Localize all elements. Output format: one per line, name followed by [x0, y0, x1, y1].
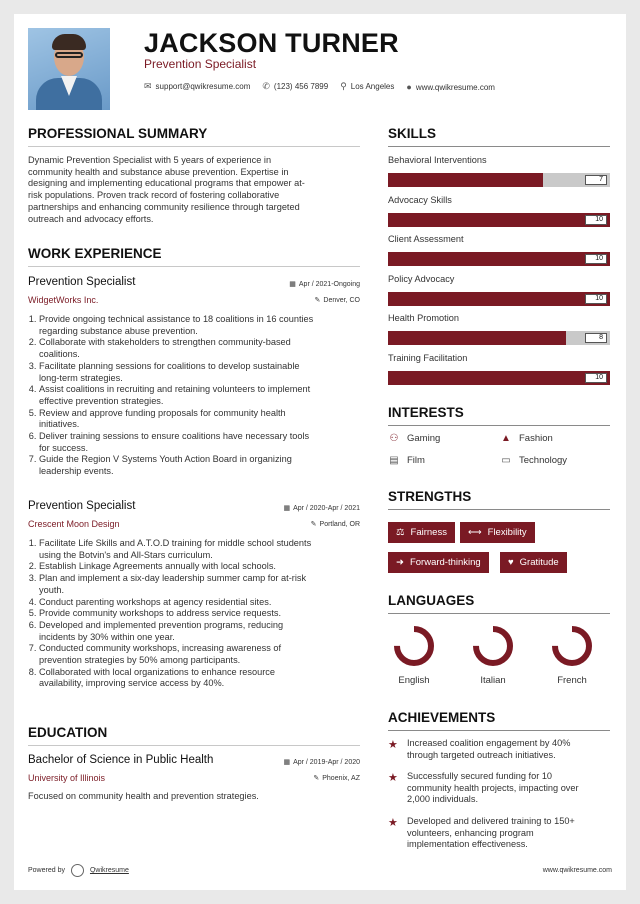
skill-bar: [388, 292, 610, 306]
job-bullet-line: availability, improving service access by 40%.: [39, 678, 225, 689]
contact-bar: [144, 81, 495, 92]
pin-icon: ✎: [313, 775, 320, 782]
job-bullet-line: youth.: [39, 584, 65, 595]
job-bullet: [39, 454, 368, 477]
divider: [28, 266, 360, 267]
job-bullet-line: 6. Developed and implemented prevention programs, reducing: [39, 619, 284, 630]
summary-line: community health and substance abuse prevention. Expertise in: [28, 166, 289, 177]
contact-website[interactable]: ● www.qwikresume.com: [406, 81, 495, 92]
job-bullet: [39, 597, 368, 609]
job-bullet-line: 2. Collaborate with stakeholders to strengthen community-based: [39, 337, 291, 348]
degree-title: Bachelor of Science in Public Health: [28, 754, 214, 766]
job-bullet: [39, 667, 368, 690]
skill-level: 10: [585, 294, 607, 304]
job-location: ✎ Portland, OR: [310, 521, 360, 528]
skill-name: Client Assessment: [388, 234, 464, 244]
summary-line: Dynamic Prevention Specialist with 5 years of experience in: [28, 155, 272, 165]
interest-gaming: ⚇ Gaming: [389, 433, 441, 444]
job-bullet-line: 8. Collaborated with local organizations to enhance resource: [39, 666, 275, 677]
candidate-title: Prevention Specialist: [144, 57, 257, 71]
job-location: ✎ Denver, CO: [314, 297, 360, 304]
trophy-star-icon: ★: [388, 739, 398, 751]
trophy-star-icon: ★: [388, 772, 398, 784]
job-bullet: [39, 431, 368, 454]
job-bullet-line: initiatives.: [39, 419, 80, 430]
achievement-line: through targeted outreach initiatives.: [407, 749, 556, 760]
divider: [388, 509, 610, 510]
arrow-right-icon: ➜: [396, 557, 404, 568]
skill-name: Health Promotion: [388, 313, 459, 323]
skill-level: 7: [585, 175, 607, 185]
summary-heading: PROFESSIONAL SUMMARY: [28, 126, 208, 141]
pin-icon: ✎: [310, 521, 317, 528]
job-bullets: [28, 314, 368, 478]
skill-level: 8: [585, 333, 607, 343]
film-icon: ▤: [389, 455, 399, 466]
job-bullet-line: 4. Assist coalitions in recruiting and retaining volunteers to implement: [39, 384, 311, 395]
strength-tag: ⚖ Fairness: [388, 522, 455, 543]
calendar-icon: ▦: [283, 759, 291, 766]
achievement-line: Increased coalition engagement by 40%: [407, 738, 571, 748]
job-bullet: [39, 538, 368, 561]
job-bullet-line: 7. Conducted community workshops, increasing awareness of: [39, 643, 282, 654]
language-label: French: [557, 675, 587, 686]
achievement-text: [407, 816, 612, 851]
language-ring: [472, 625, 514, 667]
skill-bar-fill: [388, 371, 610, 385]
summary-text: [28, 155, 368, 225]
skill-name: Behavioral Interventions: [388, 155, 487, 165]
job-date: ▦ Apr / 2020-Apr / 2021: [283, 505, 360, 512]
job-bullet-line: 3. Plan and implement a six-day leadership summer camp for at-risk: [39, 573, 307, 584]
job-company: WidgetWorks Inc.: [28, 295, 99, 305]
job-bullet-line: 4. Conduct parenting workshops at agency residential sites.: [39, 596, 272, 607]
job-bullet: [39, 573, 368, 596]
achievement-text: [407, 738, 612, 761]
skill-bar: [388, 331, 610, 345]
skill-name: Policy Advocacy: [388, 273, 455, 284]
summary-line: partnerships and enhancing community resilience through targeted: [28, 201, 300, 212]
phone-icon: ✆: [262, 81, 270, 91]
skill-level: 10: [585, 215, 607, 225]
job-bullet-line: using the Botvin's and All-Stars curriculum.: [39, 549, 213, 560]
profile-photo: [28, 28, 110, 110]
skill-bar-fill: [388, 292, 610, 306]
divider: [28, 745, 360, 746]
arrows-horizontal-icon: ⟷: [468, 527, 482, 538]
skill-bar-fill: [388, 331, 566, 345]
gamepad-icon: ⚇: [389, 433, 399, 444]
contact-location: ⚲ Los Angeles: [340, 81, 395, 91]
job-bullet-line: long-term strategies.: [39, 372, 123, 383]
shopping-bag-icon: ▲: [501, 433, 511, 444]
job-bullet-line: 1. Facilitate Life Skills and A.T.O.D training for middle school students: [39, 538, 312, 548]
map-pin-icon: ⚲: [340, 81, 347, 91]
education-location: ✎ Phoenix, AZ: [313, 775, 360, 782]
pin-icon: ✎: [314, 297, 321, 304]
skill-level: 10: [585, 254, 607, 264]
job-bullet-line: coalitions.: [39, 349, 80, 360]
qwikresume-logo-icon: [71, 864, 84, 877]
job-bullet-line: prevention strategies by 50% among participants.: [39, 655, 241, 666]
job-bullet: [39, 643, 368, 666]
divider: [388, 425, 610, 426]
job-bullet-line: 1. Provide ongoing technical assistance to 18 coalitions in 16 counties: [39, 314, 314, 324]
summary-line: designing and implementing educational programs that empower at-: [28, 178, 305, 189]
footer-powered: Powered by Qwikresume: [28, 864, 129, 877]
job-bullet: [39, 608, 368, 620]
contact-phone: ✆ (123) 456 7899: [262, 81, 329, 91]
balance-scale-icon: ⚖: [396, 527, 405, 538]
job-bullet-line: 7. Guide the Region V Systems Youth Action Board in organizing: [39, 454, 292, 465]
language-ring: [393, 625, 435, 667]
skill-bar: [388, 371, 610, 385]
skill-bar-fill: [388, 213, 610, 227]
skill-bar: [388, 252, 610, 266]
skill-name: Advocacy Skills: [388, 194, 452, 205]
achievement-line: 2,000 individuals.: [407, 794, 478, 805]
job-title: Prevention Specialist: [28, 500, 136, 512]
job-title: Prevention Specialist: [28, 276, 136, 288]
language-label: Italian: [480, 675, 506, 686]
language-ring-arc: [555, 629, 589, 663]
skill-name: Training Facilitation: [388, 352, 468, 363]
calendar-icon: ▦: [283, 505, 291, 512]
contact-email[interactable]: ✉ support@qwikresume.com: [144, 81, 251, 91]
interest-film: ▤ Film: [389, 455, 425, 466]
skill-bar-fill: [388, 173, 543, 187]
interest-fashion: ▲ Fashion: [501, 433, 553, 444]
education-date: ▦ Apr / 2019-Apr / 2020: [283, 759, 360, 766]
education-description: Focused on community health and prevention strategies.: [28, 791, 259, 801]
globe-icon: ●: [406, 81, 412, 92]
skills-heading: SKILLS: [388, 126, 437, 141]
job-bullet: [39, 361, 368, 384]
job-bullet-line: leadership events.: [39, 466, 114, 477]
job-bullet-line: effective prevention strategies.: [39, 395, 164, 406]
job-bullet-line: 5. Provide community workshops to address service requests.: [39, 608, 282, 619]
trophy-star-icon: ★: [388, 817, 398, 829]
skill-bar-fill: [388, 252, 610, 266]
job-bullet-line: 5. Review and approve funding proposals for community health: [39, 407, 286, 418]
achievement-line: volunteers, enhancing program: [407, 827, 534, 838]
job-bullets: [28, 538, 368, 690]
job-bullet-line: regarding substance abuse prevention.: [39, 325, 198, 336]
summary-line: risk populations. Proven track record of fostering collaborative: [28, 190, 280, 201]
strengths-heading: STRENGTHS: [388, 489, 472, 504]
job-bullet-line: for success.: [39, 442, 89, 453]
language-ring-arc: [397, 629, 431, 663]
divider: [388, 730, 610, 731]
footer-site[interactable]: www.qwikresume.com: [542, 867, 612, 874]
interest-technology: ▭ Technology: [501, 455, 568, 466]
skill-level: 10: [585, 373, 607, 383]
achievements-heading: ACHIEVEMENTS: [388, 710, 496, 725]
job-bullet: [39, 314, 368, 337]
job-bullet: [39, 408, 368, 431]
achievement-text: [407, 771, 612, 806]
job-bullet-line: 3. Facilitate planning sessions for coalitions to develop sustainable: [39, 360, 300, 371]
divider: [28, 146, 360, 147]
achievement-line: community health projects, impacting over: [407, 782, 579, 793]
job-date: ▦ Apr / 2021-Ongoing: [289, 281, 360, 288]
job-bullet-line: incidents by 30% within one year.: [39, 631, 175, 642]
envelope-icon: ✉: [144, 81, 152, 91]
divider: [388, 146, 610, 147]
achievement-line: Successfully secured funding for 10: [407, 771, 553, 781]
footer-brand-link[interactable]: Qwikresume: [89, 867, 129, 874]
job-bullet-line: 2. Establish Linkage Agreements annually with local schools.: [39, 561, 276, 572]
calendar-icon: ▦: [289, 281, 296, 288]
skill-bar: [388, 173, 610, 187]
languages-heading: LANGUAGES: [388, 593, 475, 608]
education-heading: EDUCATION: [28, 725, 108, 740]
language-label: English: [398, 675, 430, 686]
candidate-name: JACKSON TURNER: [144, 28, 399, 58]
skill-bar: [388, 213, 610, 227]
job-bullet: [39, 620, 368, 643]
divider: [388, 613, 610, 614]
summary-line: outreach and advocacy efforts.: [28, 213, 154, 224]
job-bullet-line: 6. Deliver training sessions to ensure coalitions have necessary tools: [39, 431, 310, 442]
job-bullet: [39, 384, 368, 407]
school-name: University of Illinois: [28, 773, 106, 783]
heart-icon: ♥: [508, 557, 514, 568]
strength-tag: ⟷ Flexibility: [460, 522, 535, 543]
strength-tag: ♥ Gratitude: [500, 552, 567, 573]
job-company: Crescent Moon Design: [28, 519, 120, 529]
work-heading: WORK EXPERIENCE: [28, 246, 162, 261]
laptop-icon: ▭: [501, 455, 511, 466]
job-bullet: [39, 337, 368, 360]
language-ring-arc: [476, 629, 510, 663]
achievement-line: implementation effectiveness.: [407, 839, 528, 850]
language-ring: [551, 625, 593, 667]
resume-page: [14, 14, 626, 890]
job-bullet: [39, 561, 368, 573]
achievement-line: Developed and delivered training to 150+: [407, 816, 575, 826]
strength-tag: ➜ Forward-thinking: [388, 552, 489, 573]
interests-heading: INTERESTS: [388, 405, 464, 420]
